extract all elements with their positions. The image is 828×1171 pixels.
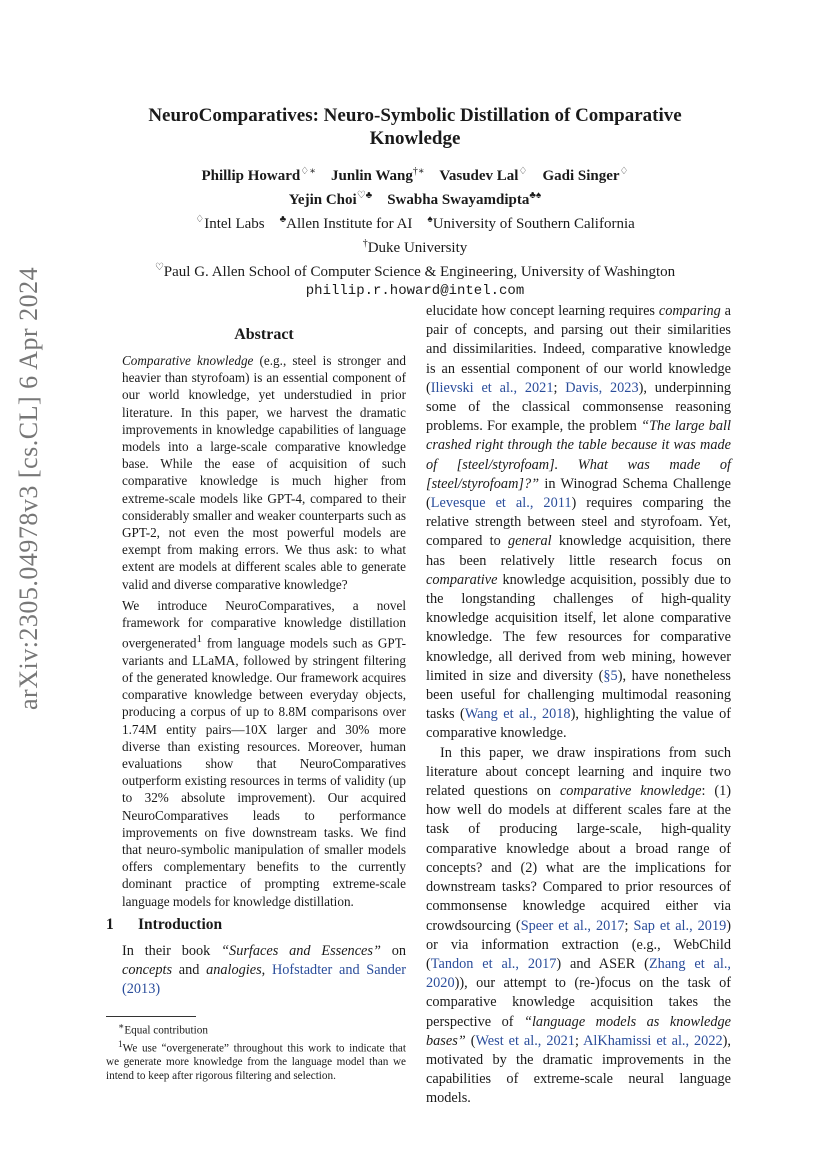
citation-link[interactable]: West et al., 2021 — [475, 1032, 575, 1049]
dagger-mark: † — [362, 238, 368, 249]
emph-text: comparing — [658, 303, 721, 319]
citation-link[interactable]: Speer et al., 2017 — [520, 917, 625, 934]
affiliations-line-3 — [80, 258, 750, 282]
body-text: ), underpinning some of the classical commonsense reasoning problems. For example, the problem — [426, 379, 731, 435]
body-text: ) or via information extraction (e.g., WebChild ( — [426, 917, 732, 972]
left-column — [106, 326, 407, 1000]
body-text: ; — [624, 917, 634, 934]
author-marks: ♢ — [619, 166, 629, 177]
abstract-text: (e.g., steel is stronger and heavier than styrofoam) is an essential component of our world knowledge, yet understudied in prior literature. In this paper, we harvest the dramatic improvements in knowledge capabilities of language models into a large-scale comparative knowledge base. While the ease of acquisition of such comparative knowledge is much higher from extreme-scale models like GPT-4, compared to their considerably smaller and weaker counterparts such as GPT-2, not even the most powerful models are exempt from making errors. We thus ask: to what extent are models at different scales able to generate valid and diverse comparative knowledge? — [122, 353, 406, 592]
author-name: Yejin Choi — [288, 192, 357, 208]
footnote-mark: ∗ — [118, 1022, 125, 1032]
body-text: knowledge acquisition, there has been relatively little research focus on — [426, 533, 731, 569]
footnote-divider — [106, 1016, 196, 1017]
body-text: on — [380, 942, 407, 959]
author-name: Vasudev Lal — [439, 168, 519, 184]
author-names-line-1 — [80, 162, 750, 186]
title-line-1: NeuroComparatives: Neuro-Symbolic Distillation of Comparative — [148, 105, 682, 126]
body-text: in Winograd Schema Challenge ( — [426, 475, 731, 512]
body-text: ), highlighting the value of comparative knowledge. — [426, 706, 732, 742]
footnote-mark: 1 — [118, 1039, 123, 1050]
affiliations-line-2 — [80, 234, 750, 258]
author-marks: ♡♣ — [356, 190, 373, 201]
abstract-text: We introduce NeuroComparatives, a novel framework for comparative knowledge distillation overgenerated — [122, 597, 406, 651]
body-text: , — [261, 962, 272, 979]
body-text: a pair of concepts, and parsing out their similarities and dissimilarities. Indeed, comparative knowledge is an essential component of our world knowledge ( — [426, 303, 731, 396]
citation-link[interactable]: Wang et al., 2018 — [464, 706, 571, 723]
abstract-paragraph-2 — [122, 597, 406, 910]
citation-link[interactable]: Hofstadter and Sander (2013) — [122, 962, 406, 998]
paper-title — [80, 104, 750, 150]
body-text: In this paper, we draw inspirations from such literature about concept learning and inquire two related questions on — [426, 744, 731, 800]
author-name: Swabha Swayamdipta — [387, 192, 530, 208]
footnote-equal-contribution — [106, 1021, 406, 1039]
affiliation-uw: Paul G. Allen School of Computer Science & Engineering, University of Washington — [163, 264, 676, 280]
author-marks: ♢∗ — [300, 166, 317, 177]
citation-link[interactable]: Davis, 2023 — [565, 379, 639, 396]
section-title: Introduction — [138, 915, 223, 933]
citation-link[interactable]: Ilievski et al., 2021 — [430, 379, 554, 396]
citation-link[interactable]: Sap et al., 2019 — [633, 917, 727, 934]
emph-text: comparative — [426, 571, 498, 588]
abstract-lead-term: Comparative knowledge — [122, 353, 254, 368]
section-ref-link[interactable]: §5 — [603, 667, 618, 684]
author-name: Gadi Singer — [542, 168, 620, 184]
heart-mark: ♡ — [154, 262, 164, 273]
author-name: Junlin Wang — [331, 168, 413, 184]
footnote-text: We use “overgenerate” throughout this work to indicate that we generate more knowledge from the language model than we intend to keep after rigorous filtering and selection. — [106, 1042, 406, 1082]
affiliation-allen: Allen Institute for AI — [286, 216, 413, 232]
affiliation-duke: Duke University — [367, 240, 468, 256]
body-text: elucidate how concept learning requires — [426, 303, 659, 319]
body-text: ), motivated by the dramatic improvements in the capabilities of extreme-scale neural language models. — [426, 1032, 731, 1107]
author-marks: ♣♠ — [529, 190, 542, 201]
winograd-example: “The large ball crashed right through the table because it was made of [steel/styrofoam]. What was made of [steel/styrofoam]?” — [426, 418, 731, 492]
body-text: ( — [465, 1032, 476, 1049]
affiliation-usc: University of Southern California — [432, 216, 635, 232]
club-mark: ♣ — [279, 214, 287, 225]
body-text: ; — [574, 1032, 584, 1049]
emph-text: concepts — [122, 962, 173, 979]
author-names-line-2 — [80, 186, 750, 210]
author-marks: ♢ — [518, 166, 528, 177]
body-text: and — [172, 962, 207, 979]
footnotes — [106, 1016, 406, 1084]
right-column — [426, 302, 731, 1109]
body-text: ; — [553, 379, 566, 396]
intro-paragraph-2 — [426, 744, 731, 1109]
author-block — [80, 162, 750, 301]
diamond-mark: ♢ — [195, 214, 205, 225]
intro-left-text — [122, 942, 406, 1000]
footnote-ref-1[interactable]: 1 — [196, 633, 202, 646]
intro-right-text — [426, 302, 731, 1109]
body-text: : (1) how well do models at different scales fare at the task of producing large-scale, high-quality comparative knowledge about a broad range of concepts? and (2) what are the implications for downstream tasks? Compared to prior resources of commonsense knowledge acquired either via crowdsourcing ( — [426, 783, 732, 934]
citation-link[interactable]: Zhang et al., 2020 — [426, 955, 731, 992]
intro-paragraph-start — [122, 942, 406, 1000]
section-number: 1 — [106, 915, 114, 933]
book-title: “Surfaces and Essences” — [221, 942, 381, 959]
abstract-heading: Abstract — [234, 326, 294, 343]
body-text: knowledge acquisition, possibly due to the longstanding challenges of high-quality knowledge acquisition itself, let alone comparative knowledge. The few resources for comparative knowledge, all derived from web mining, however limited in size and diversity ( — [426, 571, 731, 684]
citation-link[interactable]: AlKhamissi et al., 2022 — [583, 1032, 723, 1049]
emph-text: analogies — [206, 962, 262, 979]
author-name: Phillip Howard — [201, 168, 301, 184]
body-text: ) and ASER ( — [556, 955, 649, 972]
body-text: In their book — [122, 942, 222, 959]
arxiv-identifier: arXiv:2305.04978v3 [cs.CL] 6 Apr 2024 — [14, 266, 43, 710]
abstract-text: from language models such as GPT-variants and LLaMA, followed by stringent filtering of the generated knowledge. Our framework acquires comparative knowledge between everyday objects, producing a corpus of up to 8.8M comparisons over 1.74M entity pairs—10X larger and 30% more diverse than existing resources. Moreover, human evaluations show that NeuroComparatives outperform existing resources in terms of validity (up to 32% absolute improvement). Our acquired NeuroComparatives leads to performance improvements on five downstream tasks. We find that neuro-symbolic manipulation of smaller models offers complementary benefits to the currently dominant practice of prompting extreme-scale language models for knowledge distillation. — [122, 635, 406, 909]
emph-text: comparative knowledge — [559, 783, 702, 800]
footnote-text: Equal contribution — [124, 1024, 208, 1037]
affiliation-intel: Intel Labs — [204, 216, 265, 232]
spade-mark: ♠ — [427, 214, 433, 225]
abstract-section — [122, 326, 406, 910]
intro-paragraph-1-cont — [426, 302, 731, 744]
citation-link[interactable]: Levesque et al., 2011 — [430, 495, 572, 512]
citation-link[interactable]: Tandon et al., 2017 — [430, 955, 557, 972]
author-marks: †∗ — [412, 166, 425, 177]
abstract-paragraph-1 — [122, 352, 406, 593]
title-line-2: Knowledge — [369, 128, 461, 149]
section-heading-introduction — [106, 916, 406, 934]
affiliations-line-1 — [80, 210, 750, 234]
emph-text: “language models as knowledge bases” — [426, 1013, 731, 1049]
body-text: ), have nonetheless been useful for challenging multimodal reasoning tasks ( — [426, 667, 731, 723]
contact-email[interactable]: phillip.r.howard@intel.com — [305, 283, 525, 299]
emph-text: general — [507, 533, 552, 550]
footnote-1 — [106, 1039, 406, 1084]
body-text: ) requires comparing the relative strength between steel and styrofoam. Yet, compared to — [426, 495, 731, 550]
body-text: )), our attempt to (re-)focus on the task of comparative knowledge acquisition takes the perspective of — [426, 975, 731, 1030]
